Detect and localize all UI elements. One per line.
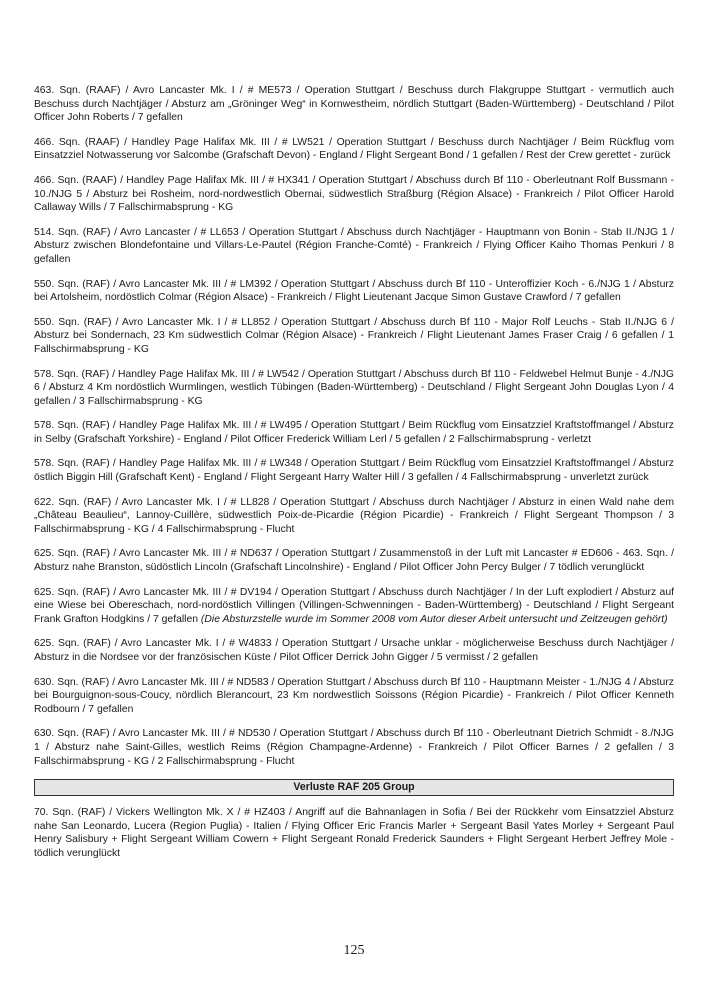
loss-entry bbox=[34, 368, 674, 409]
loss-entry bbox=[34, 84, 674, 125]
page-number: 125 bbox=[343, 943, 365, 958]
loss-entry bbox=[34, 136, 674, 163]
entry-note: (Die Absturzstelle wurde im Sommer 2008 vom Autor dieser Arbeit untersucht und Zeitzeugen gehört) bbox=[200, 613, 668, 625]
loss-entry bbox=[34, 457, 674, 484]
loss-entry bbox=[34, 676, 674, 717]
entry-text: 550. Sqn. (RAF) / Avro Lancaster Mk. III / # LM392 / Operation Stuttgart / Abschuss durch Bf 110 - Unteroffizier Koch - 6./NJG 1 / Absturz bei Artolsheim, nordöstlich Colmar (Région Alsace) - Frankreich / Flight Lieutenant Jacque Simon Gustave Crawford / 7 gefallen bbox=[34, 278, 674, 304]
entry-text: 622. Sqn. (RAF) / Avro Lancaster Mk. I / # LL828 / Operation Stuttgart / Abschuss durch Nachtjäger / Absturz in einen Wald nahe dem „Château Beaulieu“, Lannoy-Cuillère, südwestlich Poix-de-Picardie (Région Picardie) - Frankreich / Flight Sergeant Thompson / 3 Fallschirmabsprung - KG / 4 Fallschirmabsprung - Flucht bbox=[34, 496, 674, 535]
loss-entries-list bbox=[34, 84, 674, 768]
section-entries-list bbox=[34, 806, 674, 860]
loss-entry bbox=[34, 496, 674, 537]
page-content bbox=[34, 84, 674, 872]
loss-entry bbox=[34, 806, 674, 860]
loss-entry bbox=[34, 586, 674, 627]
entry-text: 578. Sqn. (RAF) / Handley Page Halifax Mk. III / # LW542 / Operation Stuttgart / Abschuss durch Bf 110 - Feldwebel Helmut Bunje - 4./NJG 6 / Absturz 4 Km nordöstlich Wurmlingen, westlich Tübingen (Baden-Württemberg) - Deutschland / Flight Sergeant John Douglas Lyon / 4 gefallen / 3 Fallschirmabsprung - KG bbox=[34, 368, 674, 407]
loss-entry bbox=[34, 316, 674, 357]
entry-text: 625. Sqn. (RAF) / Avro Lancaster Mk. III / # ND637 / Operation Stuttgart / Zusammenstoß in der Luft mit Lancaster # ED606 - 463. Sqn. / Absturz nahe Branston, südöstlich Lincoln (Grafschaft Lincolnshire) - England / Pilot Officer John Percy Bulger / 7 tödlich verunglückt bbox=[34, 548, 674, 574]
loss-entry bbox=[34, 174, 674, 215]
entry-text: 625. Sqn. (RAF) / Avro Lancaster Mk. III / # DV194 / Operation Stuttgart / Abschuss durch Nachtjäger / In der Luft explodiert / Absturz auf eine Wiese bei Obereschach, nord-nordöstlich Villingen (Villingen-Schwenningen - Baden-Württemberg) - Deutschland / Flight Sergeant Frank Grafton Hodgkins / 7 gefallen bbox=[34, 586, 674, 625]
loss-entry bbox=[34, 727, 674, 768]
entry-text: 514. Sqn. (RAF) / Avro Lancaster / # LL653 / Operation Stuttgart / Abschuss durch Nachtjäger - Hauptmann von Bonin - Stab II./NJG 1 / Absturz zwischen Blondefontaine und Villars-Le-Pautel (Région Franche-Comté) - Frankreich / Flying Officer Kaiho Thomas Penkuri / 8 gefallen bbox=[34, 226, 674, 265]
loss-entry bbox=[34, 226, 674, 267]
loss-entry bbox=[34, 278, 674, 305]
entry-text: 630. Sqn. (RAF) / Avro Lancaster Mk. III / # ND583 / Operation Stuttgart / Abschuss durch Bf 110 - Hauptmann Meister - 1./NJG 4 / Absturz bei Bourguignon-sous-Coucy, nördlich Blerancourt, 23 Km nordwestlich Soissons (Région Picardie) - Frankreich / Pilot Officer Kenneth Rodbourn / 7 gefallen bbox=[34, 676, 674, 715]
loss-entry bbox=[34, 419, 674, 446]
entry-text: 625. Sqn. (RAF) / Avro Lancaster Mk. I / # W4833 / Operation Stuttgart / Ursache unklar - möglicherweise Beschuss durch Nachtjäger / Absturz in die Nordsee vor der französischen Küste / Pilot Officer Derrick John Gigger / 5 vermisst / 2 gefallen bbox=[34, 638, 674, 663]
entry-text: 466. Sqn. (RAAF) / Handley Page Halifax Mk. III / # LW521 / Operation Stuttgart / Beschuss durch Nachtjäger / Beim Rückflug vom Einsatzziel Notwasserung vor Salcombe (Grafschaft Devon) - England / Flight Sergeant Bond / 1 gefallen / Rest der Crew gerettet - zurück bbox=[34, 136, 674, 162]
section-header: Verluste RAF 205 Group bbox=[34, 779, 674, 796]
entry-text: 463. Sqn. (RAAF) / Avro Lancaster Mk. I / # ME573 / Operation Stuttgart / Beschuss durch Flakgruppe Stuttgart - vermutlich auch Beschuss durch Nachtjäger / Absturz am „Gröninger Weg“ in Kornwestheim, nördlich Stuttgart (Baden-Württemberg) - Deutschland / Pilot Officer John Roberts / 7 gefallen bbox=[34, 85, 674, 124]
entry-text: 578. Sqn. (RAF) / Handley Page Halifax Mk. III / # LW348 / Operation Stuttgart / Beim Rückflug vom Einsatzziel Kraftstoffmangel / Absturz östlich Biggin Hill (Grafschaft Kent) - England / Flight Sergeant Harry Walter Hill / 3 gefallen / 4 Fallschirmabsprung - unverletzt zurück bbox=[34, 458, 674, 484]
entry-text: 578. Sqn. (RAF) / Handley Page Halifax Mk. III / # LW495 / Operation Stuttgart / Beim Rückflug vom Einsatzziel Kraftstoffmangel / Absturz in Selby (Grafschaft Yorkshire) - England / Pilot Officer Frederick William Lerl / 5 gefallen / 2 Fallschirmabsprung - verletzt bbox=[34, 420, 674, 445]
loss-entry bbox=[34, 547, 674, 574]
loss-entry bbox=[34, 637, 674, 664]
entry-text: 70. Sqn. (RAF) / Vickers Wellington Mk. X / # HZ403 / Angriff auf die Bahnanlagen in Sofia / Bei der Rückkehr vom Einsatzziel Absturz nahe San Leonardo, Lucera (Region Puglia) - Italien / Flying Officer Eric Francis Marler + Sergeant Basil Yates Morley + Sergeant Paul Henry Salisbury + Flight Sergeant William Cowern + Flight Sergeant Ronald Frederick Saunders + Flight Sergeant Herbert Jeffrey Mole - tödlich verunglückt bbox=[34, 807, 674, 859]
entry-text: 466. Sqn. (RAAF) / Handley Page Halifax Mk. III / # HX341 / Operation Stuttgart / Abschuss durch Bf 110 - Oberleutnant Rolf Bussmann - 10./NJG 5 / Absturz bei Rosheim, nord-nordwestlich Obernai, südwestlich Straßburg (Région Alsace) - Frankreich / Pilot Officer Harold Callaway Wills / 7 Fallschirmabsprung - KG bbox=[34, 174, 674, 214]
entry-text: 630. Sqn. (RAF) / Avro Lancaster Mk. III / # ND530 / Operation Stuttgart / Abschuss durch Bf 110 - Oberleutnant Dietrich Schmidt - 8./NJG 1 / Absturz nahe Saint-Gilles, westlich Reims (Région Champagne-Ardenne) - Frankreich / Pilot Officer Barnes / 2 gefallen / 3 Fallschirmabsprung - KG / 2 Fallschirmabsprung - Flucht bbox=[34, 728, 674, 767]
entry-text: 550. Sqn. (RAF) / Avro Lancaster Mk. I / # LL852 / Operation Stuttgart / Abschuss durch Bf 110 - Major Rolf Leuchs - Stab II./NJG 6 / Absturz bei Sondernach, 23 Km südwestlich Colmar (Région Alsace) - Frankreich / Flight Lieutenant James Fraser Craig / 6 gefallen / 1 Fallschirmabsprung - KG bbox=[34, 316, 674, 355]
